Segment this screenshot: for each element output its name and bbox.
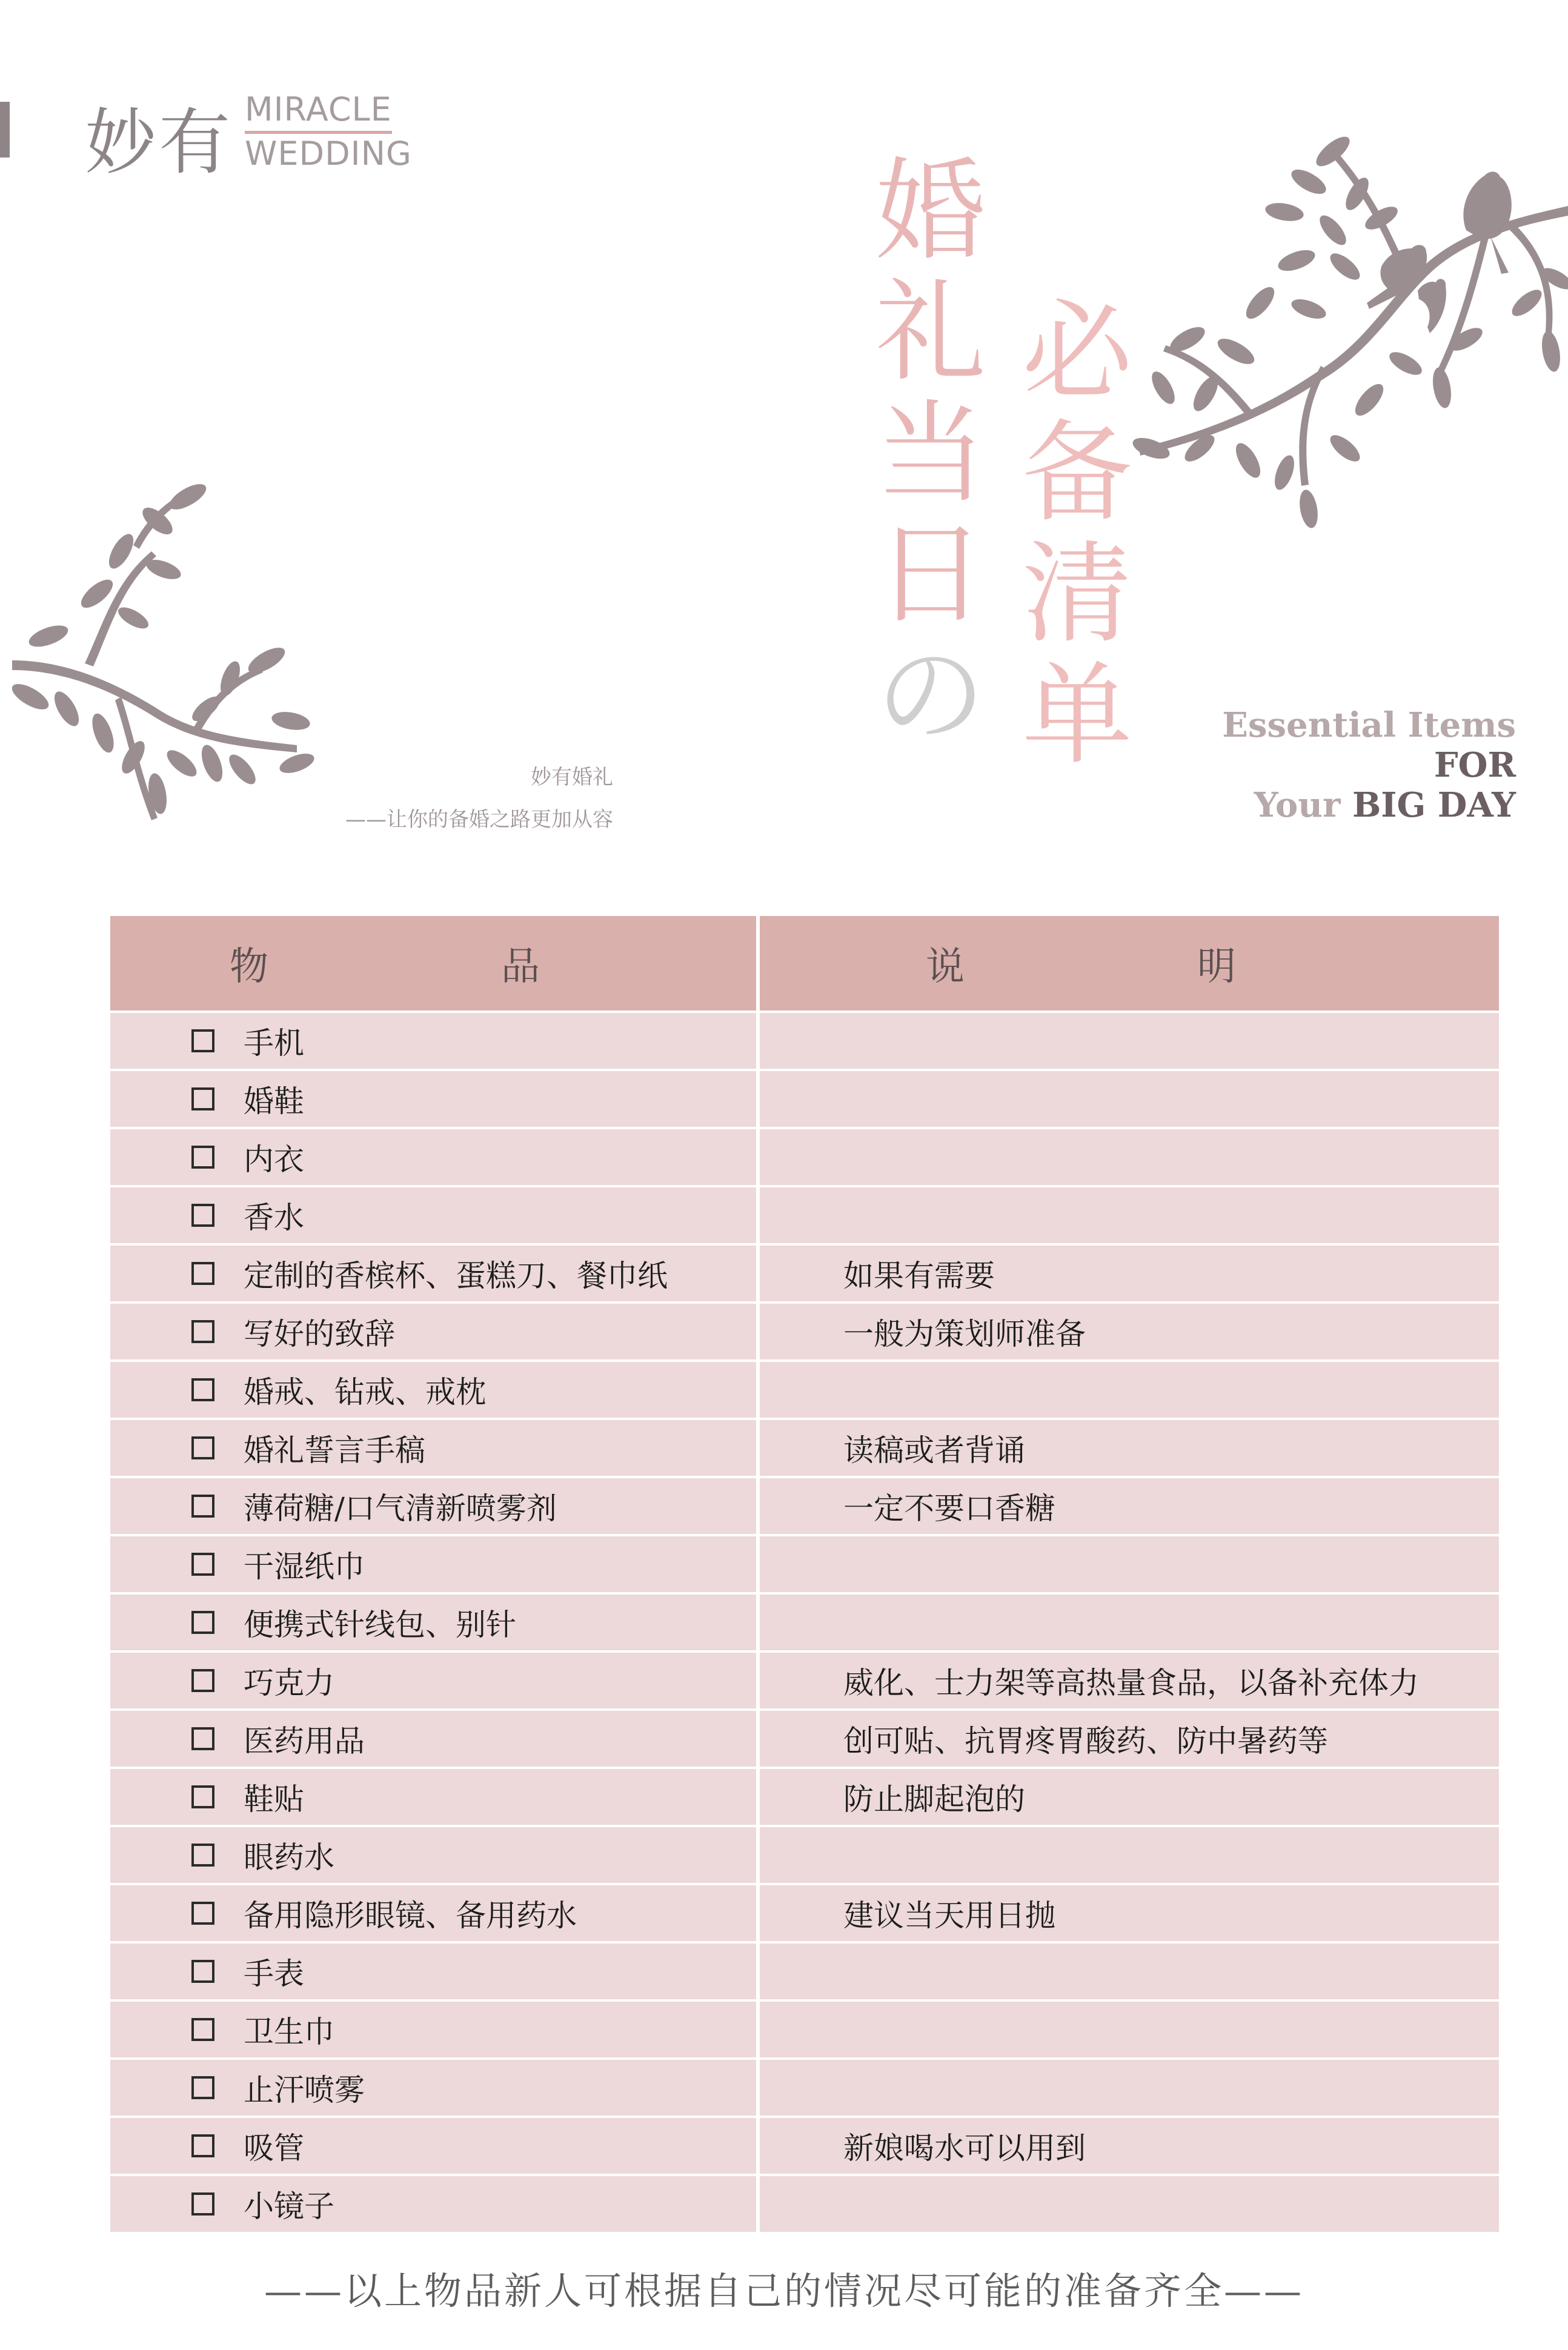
note-text: 如果有需要: [843, 1258, 995, 1293]
item-label: 写好的致辞: [244, 1316, 395, 1352]
note-text: 防止脚起泡的: [843, 1782, 1025, 1817]
item-label: 备用隐形眼镜、备用药水: [244, 1898, 577, 1933]
note-text: 创可贴、抗胃疼胃酸药、防中暑药等: [843, 1724, 1328, 1759]
item-cell: [110, 1071, 760, 1127]
logo-english: [245, 90, 412, 174]
item-cell: [110, 1536, 760, 1592]
note-text: 新娘喝水可以用到: [843, 2131, 1086, 2166]
tagline-your: Your: [1254, 785, 1352, 825]
note-cell: [760, 1885, 1499, 1941]
note-cell: [760, 1071, 1499, 1127]
table-row: [110, 1767, 1499, 1825]
table-row: [110, 1011, 1499, 1069]
item-label: 定制的香槟杯、蛋糕刀、餐巾纸: [244, 1258, 668, 1293]
table-row: [110, 1534, 1499, 1592]
table-row: [110, 1301, 1499, 1359]
item-label: 干湿纸巾: [244, 1549, 365, 1584]
item-label: 巧克力: [244, 1665, 334, 1701]
checkbox-icon[interactable]: [191, 1611, 214, 1634]
item-cell: [110, 1420, 760, 1476]
item-cell: [110, 1769, 760, 1825]
title-column-2: [1011, 287, 1144, 779]
item-cell: [110, 1129, 760, 1185]
table-row: [110, 1650, 1499, 1708]
tagline-big-day: BIG DAY: [1352, 785, 1516, 825]
logo-en-line1: MIRACLE: [245, 90, 392, 134]
note-text: 一般为策划师准备: [843, 1316, 1086, 1352]
item-label: 香水: [244, 1200, 304, 1235]
tagline-line1: Essential Items: [1222, 705, 1516, 745]
checklist-table: [110, 916, 1499, 2232]
checkbox-icon[interactable]: [191, 1844, 214, 1867]
note-cell: [760, 1769, 1499, 1825]
checkbox-icon[interactable]: [191, 1378, 214, 1401]
item-label: 医药用品: [244, 1724, 365, 1759]
checkbox-icon[interactable]: [191, 2018, 214, 2041]
item-label: 婚鞋: [244, 1084, 304, 1119]
item-cell: [110, 1653, 760, 1708]
title-char: 必: [1022, 287, 1132, 416]
table-header: [110, 916, 1499, 1011]
note-cell: [760, 1304, 1499, 1359]
english-tagline: [1222, 705, 1516, 825]
item-cell: [110, 1711, 760, 1767]
logo-edge-mark: [0, 102, 10, 158]
item-label: 眼药水: [244, 1840, 334, 1875]
item-cell: [110, 1304, 760, 1359]
checkbox-icon[interactable]: [191, 1495, 214, 1518]
item-label: 鞋贴: [244, 1782, 304, 1817]
tagline-line2: FOR: [1433, 745, 1516, 785]
table-row: [110, 2174, 1499, 2232]
note-cell: [760, 2176, 1499, 2232]
table-row: [110, 2116, 1499, 2174]
checkbox-icon[interactable]: [191, 2134, 214, 2157]
table-row: [110, 1708, 1499, 1767]
table-row: [110, 1418, 1499, 1476]
item-cell: [110, 1246, 760, 1301]
note-text: 威化、士力架等高热量食品，以备补充体力: [843, 1665, 1419, 1701]
item-cell: [110, 2176, 760, 2232]
note-cell: [760, 1943, 1499, 1999]
item-label: 婚礼誓言手稿: [244, 1433, 425, 1468]
item-label: 卫生巾: [244, 2014, 334, 2050]
table-row: [110, 2057, 1499, 2116]
logo-chinese: 妙有: [85, 101, 233, 184]
title-column-1: [864, 147, 997, 760]
checkbox-icon[interactable]: [191, 1087, 214, 1110]
note-cell: [760, 1420, 1499, 1476]
checkbox-icon[interactable]: [191, 1553, 214, 1576]
table-row: [110, 1941, 1499, 1999]
checkbox-icon[interactable]: [191, 1204, 214, 1227]
checkbox-icon[interactable]: [191, 1320, 214, 1343]
item-label: 内衣: [244, 1142, 304, 1177]
footer-note: ——以上物品新人可根据自己的情况尽可能的准备齐全——: [264, 2269, 1304, 2313]
slogan: [267, 756, 613, 841]
item-cell: [110, 1885, 760, 1941]
note-text: 读稿或者背诵: [843, 1433, 1025, 1468]
title-char: 单: [1022, 651, 1132, 779]
note-cell: [760, 1129, 1499, 1185]
note-cell: [760, 2060, 1499, 2116]
title-char: の: [875, 631, 986, 760]
checkbox-icon[interactable]: [191, 1262, 214, 1285]
item-cell: [110, 1478, 760, 1534]
item-cell: [110, 1362, 760, 1418]
right-branch-birds-icon: [1127, 109, 1568, 545]
item-cell: [110, 1013, 760, 1069]
checkbox-icon[interactable]: [191, 1669, 214, 1692]
item-label: 手机: [244, 1026, 304, 1061]
title-char: 备: [1022, 408, 1132, 537]
item-label: 便携式针线包、别针: [244, 1607, 516, 1642]
item-cell: [110, 1943, 760, 1999]
item-label: 吸管: [244, 2131, 304, 2166]
note-cell: [760, 1653, 1499, 1708]
checkbox-icon[interactable]: [191, 1146, 214, 1169]
table-row: [110, 1127, 1499, 1185]
table-row: [110, 1592, 1499, 1650]
item-cell: [110, 2118, 760, 2174]
note-cell: [760, 1187, 1499, 1243]
table-row: [110, 1069, 1499, 1127]
item-cell: [110, 1187, 760, 1243]
checkbox-icon[interactable]: [191, 1785, 214, 1808]
checkbox-icon[interactable]: [191, 1960, 214, 1983]
tagline-line3: [1222, 785, 1516, 825]
note-text: 建议当天用日抛: [843, 1898, 1055, 1933]
header-note: 说 明: [926, 944, 1333, 989]
checkbox-icon[interactable]: [191, 2192, 214, 2216]
note-cell: [760, 1478, 1499, 1534]
checkbox-icon[interactable]: [191, 1902, 214, 1925]
note-cell: [760, 1595, 1499, 1650]
title-char: 礼: [875, 268, 986, 396]
table-row: [110, 1243, 1499, 1301]
checkbox-icon[interactable]: [191, 2076, 214, 2099]
title-char: 婚: [875, 147, 986, 275]
item-label: 薄荷糖/口气清新喷雾剂: [244, 1491, 557, 1526]
note-cell: [760, 1013, 1499, 1069]
logo-en-line2: WEDDING: [245, 134, 412, 173]
table-row: [110, 1476, 1499, 1534]
table-row: [110, 1999, 1499, 2057]
note-cell: [760, 2118, 1499, 2174]
checkbox-icon[interactable]: [191, 1727, 214, 1750]
item-label: 小镜子: [244, 2189, 334, 2224]
item-cell: [110, 1595, 760, 1650]
item-cell: [110, 2060, 760, 2116]
note-cell: [760, 1827, 1499, 1883]
table-row: [110, 1825, 1499, 1883]
item-label: 止汗喷雾: [244, 2073, 365, 2108]
item-label: 手表: [244, 1956, 304, 1991]
note-cell: [760, 1711, 1499, 1767]
table-row: [110, 1883, 1499, 1941]
note-cell: [760, 2002, 1499, 2057]
item-cell: [110, 2002, 760, 2057]
header-item: 物 品: [110, 916, 760, 1011]
slogan-line2: ——让你的备婚之路更加从容: [345, 808, 613, 832]
title-char: 日: [875, 510, 986, 639]
item-label: 婚戒、钻戒、戒枕: [244, 1375, 486, 1410]
title-char: 当: [875, 389, 986, 517]
item-cell: [110, 1827, 760, 1883]
slogan-line1: 妙有婚礼: [531, 765, 613, 789]
table-row: [110, 1359, 1499, 1418]
title-char: 清: [1022, 529, 1132, 658]
note-cell: [760, 1536, 1499, 1592]
checkbox-icon[interactable]: [191, 1029, 214, 1052]
note-cell: [760, 1246, 1499, 1301]
note-text: 一定不要口香糖: [843, 1491, 1055, 1526]
checkbox-icon[interactable]: [191, 1436, 214, 1459]
note-cell: [760, 1362, 1499, 1418]
table-row: [110, 1185, 1499, 1243]
